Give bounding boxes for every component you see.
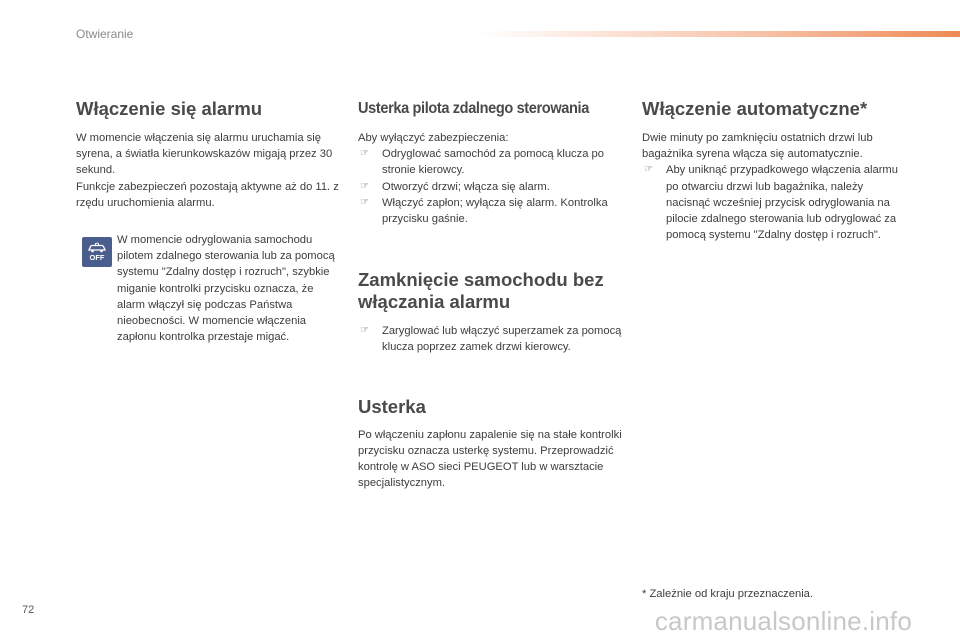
fault-heading: Usterka [358, 395, 426, 417]
alarm-off-icon [82, 237, 112, 267]
remote-fault-intro: Aby wyłączyć zabezpieczenia: [358, 132, 509, 144]
column-auto-arming [642, 92, 906, 243]
watermark: carmanualsonline.info [654, 606, 912, 636]
list-item: ☞ Otworzyć drzwi; włącza się alarm. [358, 179, 622, 195]
arrow-bullet-icon: ☞ [360, 148, 369, 160]
fault-body: Po włączeniu zapłonu zapalenie się na stałe kontrolki przycisku oznacza usterkę systemu. Przeprowadzić kontrolę w ASO sieci PEUGEOT lub w warsztacie specjalistycznym. [358, 428, 622, 490]
remote-fault-heading: Usterka pilota zdalnego sterowania [358, 100, 589, 117]
column-alarm-trigger [76, 92, 340, 211]
list-item: ☞ Odryglować samochód za pomocą klucza po stronie kierowcy. [360, 148, 604, 177]
lock-without-alarm-heading: Zamknięcie samochodu bez włączania alarmu [358, 269, 604, 313]
alarm-trigger-heading: Włączenie się alarmu [76, 98, 263, 119]
alarm-note-text: W momencie odryglowania samochodu pilotem zdalnego sterowania lub za pomocą systemu "Zdalny dostęp i rozruch", szybkie miganie kontrolki przycisku oznacza, że alarm włączył się podczas Państwa nieobecności. W momencie włączenia zapłonu kontrolka przestaje migać. [117, 234, 335, 344]
auto-arming-heading: Włączenie automatyczne* [642, 98, 868, 119]
alarm-trigger-paragraph-1: W momencie włączenia się alarmu uruchamia się syrena, a światła kierunkowskazów migają przez 30 sekund. [76, 132, 333, 177]
footnote: * Zależnie od kraju przeznaczenia. [642, 588, 814, 600]
alarm-trigger-paragraph-2: Funkcje zabezpieczeń pozostają aktywne aż do 11. z rzędu uruchomienia alarmu. [76, 180, 339, 209]
arrow-bullet-icon: ☞ [360, 196, 369, 208]
arrow-bullet-icon: ☞ [360, 325, 369, 337]
list-item: ☞ Włączyć zapłon; wyłącza się alarm. Kontrolka przycisku gaśnie. [360, 196, 608, 226]
arrow-bullet-icon: ☞ [360, 180, 369, 192]
section-title: Otwieranie [76, 27, 134, 41]
arrow-bullet-icon: ☞ [644, 164, 653, 176]
list-item: ☞ Zaryglować lub włączyć superzamek za pomocą klucza poprzez zamek drzwi kierowcy. [360, 325, 622, 354]
car-lock-icon [87, 242, 107, 253]
off-label: OFF [89, 253, 105, 262]
auto-arming-intro: Dwie minuty po zamknięciu ostatnich drzwi lub bagażnika syrena włącza się automatycznie. [642, 132, 873, 161]
header-accent-bar [478, 31, 960, 37]
page-number: 72 [22, 604, 35, 616]
list-item: ☞ Aby uniknąć przypadkowego włączenia alarmu po otwarciu drzwi lub bagażnika, należy nacisnąć wcześniej przycisk odryglowania na pilocie zdalnego sterowania lub odryglować za pomocą systemu "Zdalny dostęp i rozruch". [644, 164, 898, 242]
column-remote-fault [358, 92, 622, 491]
